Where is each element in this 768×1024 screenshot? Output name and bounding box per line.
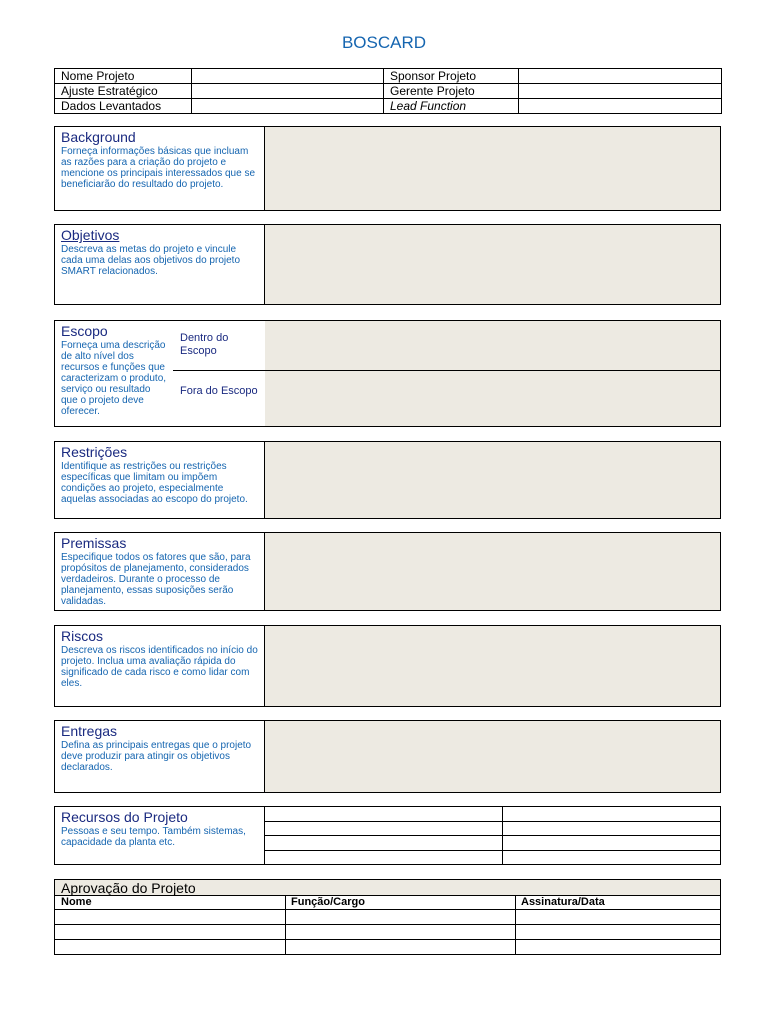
dentro-escopo-input[interactable] (265, 321, 720, 370)
aprovacao-column-divider (285, 896, 286, 954)
aprovacao-row-line (55, 924, 720, 925)
recursos-grid (265, 807, 720, 864)
premissas-input-area[interactable] (265, 533, 720, 610)
section-description: Identifique as restrições ou restrições específicas que limitam ou impõem condições ao projeto, especialmente aquelas associadas ao escopo do projeto. (61, 461, 248, 505)
recursos-column-divider (502, 807, 503, 864)
entregas-input-area[interactable] (265, 721, 720, 792)
info-value-field[interactable] (192, 99, 384, 114)
info-row (55, 99, 722, 114)
section-title: Escopo (61, 323, 108, 339)
info-label: Sponsor Projeto (384, 69, 519, 84)
background-input-area[interactable] (265, 127, 720, 210)
aprovacao-row-line (55, 939, 720, 940)
aprovacao-row-line (55, 909, 720, 910)
info-value-field[interactable] (519, 84, 722, 99)
aprovacao-section (54, 879, 721, 955)
info-label: Ajuste Estratégico (55, 84, 192, 99)
info-label: Dados Levantados (55, 99, 192, 114)
column-header-nome: Nome (61, 896, 92, 908)
premissas-section (54, 532, 721, 611)
section-description: Defina as principais entregas que o projeto deve produzir para atingir os objetivos declarados. (61, 740, 252, 773)
section-description: Descreva as metas do projeto e vincule cada uma delas aos objetivos do projeto SMART relacionados. (61, 244, 241, 277)
background-section (54, 126, 721, 211)
objetivos-input-area[interactable] (265, 225, 720, 304)
section-label-cell (55, 721, 265, 792)
project-info-table (54, 68, 722, 114)
section-description: Pessoas e seu tempo. Também sistemas, capacidade da planta etc. (61, 826, 246, 848)
section-label-cell (55, 807, 265, 864)
info-label: Lead Function (384, 99, 519, 114)
fora-escopo-label: Fora do Escopo (180, 385, 258, 397)
section-title: Premissas (61, 535, 127, 551)
info-value-field[interactable] (519, 99, 722, 114)
section-description: Especifique todos os fatores que são, para propósitos de planejamento, considerados verdadeiros. Durante o processo de planejamento, essas suposições serão validadas. (61, 552, 251, 607)
section-label-cell (55, 626, 265, 706)
dentro-escopo-label: Dentro do Escopo (180, 332, 229, 357)
riscos-section (54, 625, 721, 707)
recursos-row[interactable] (265, 835, 720, 851)
aprovacao-column-divider (515, 896, 516, 954)
fora-escopo-input[interactable] (265, 371, 720, 426)
section-title: Background (61, 129, 136, 145)
section-label-cell (55, 442, 265, 518)
column-header-funcao: Função/Cargo (291, 896, 365, 908)
info-label: Gerente Projeto (384, 84, 519, 99)
section-title: Riscos (61, 628, 104, 644)
section-title: Objetivos (61, 227, 120, 243)
escopo-sublabels (173, 321, 266, 426)
info-row (55, 84, 722, 99)
info-row (55, 69, 722, 84)
escopo-section (54, 320, 721, 427)
section-description: Forneça uma descrição de alto nível dos recursos e funções que caracterizam o produto, serviço ou resultado que o projeto deve oferecer. (61, 340, 167, 417)
section-title: Restrições (61, 444, 128, 460)
document-title: BOSCARD (341, 33, 427, 52)
riscos-input-area[interactable] (265, 626, 720, 706)
escopo-divider (173, 370, 720, 371)
section-label-cell (55, 321, 173, 426)
info-value-field[interactable] (519, 69, 722, 84)
section-label-cell (55, 225, 265, 304)
section-label-cell (55, 533, 265, 610)
info-value-field[interactable] (192, 84, 384, 99)
section-description: Forneça informações básicas que incluam as razões para a criação do projeto e mencione os principais interessados que se beneficiarão do resultado do projeto. (61, 146, 255, 190)
restricoes-section (54, 441, 721, 519)
section-title: Entregas (61, 723, 118, 739)
recursos-section (54, 806, 721, 865)
recursos-row[interactable] (265, 821, 720, 836)
info-label: Nome Projeto (55, 69, 192, 84)
aprovacao-title: Aprovação do Projeto (55, 880, 720, 896)
recursos-row[interactable] (265, 807, 720, 822)
info-value-field[interactable] (192, 69, 384, 84)
entregas-section (54, 720, 721, 793)
section-label-cell (55, 127, 265, 210)
section-description: Descreva os riscos identificados no início do projeto. Inclua uma avaliação rápida do significado de cada risco e como lidar com eles. (61, 645, 258, 689)
column-header-assinatura: Assinatura/Data (521, 896, 605, 908)
section-title: Recursos do Projeto (61, 809, 188, 825)
objetivos-section (54, 224, 721, 305)
restricoes-input-area[interactable] (265, 442, 720, 518)
